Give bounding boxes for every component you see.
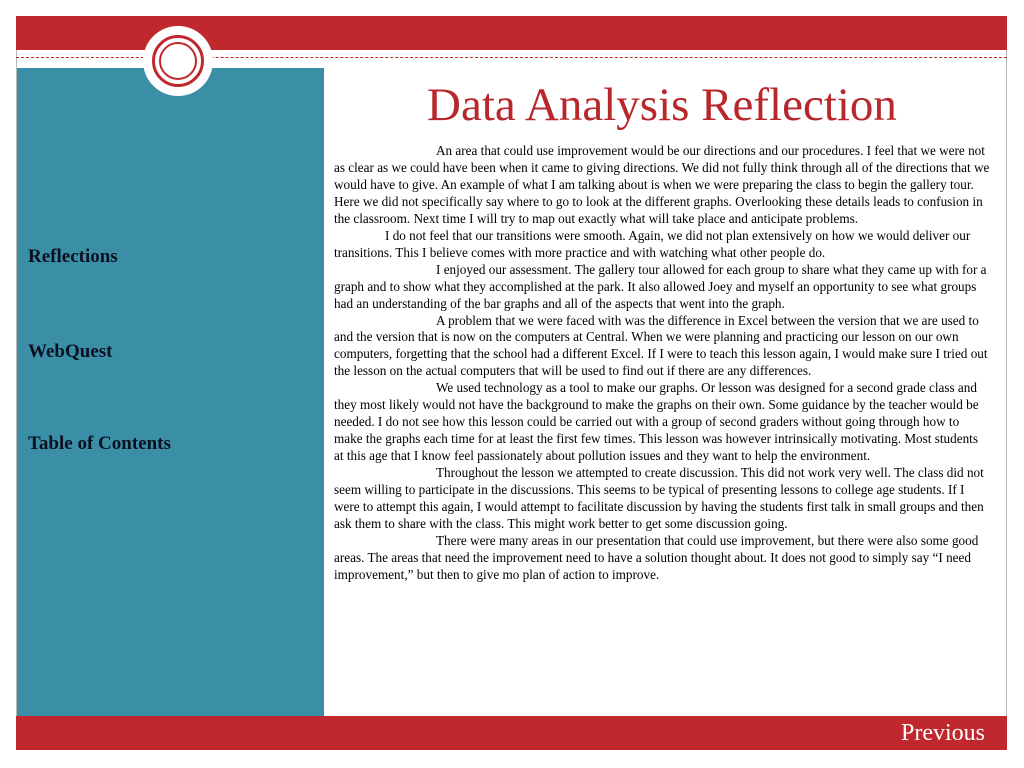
page-title: Data Analysis Reflection: [427, 79, 897, 131]
paragraph-directions: An area that could use improvement would be our directions and our procedures. I feel that we were not as clear as we could have been when it came to giving directions. We did not fully think through all of the directions that we would have to give. An example of what I am talking about is when we were preparing the class to begin the gallery tour. Here we did not specifically say where to go to look at the different graphs. Overlooking these details leads to confusion in the classroom. Next time I will try to map out exactly what will take place and anticipate problems.: [334, 143, 990, 226]
logo-inner-ring: [159, 42, 197, 80]
paragraph-technology: We used technology as a tool to make our graphs. Or lesson was designed for a second grade class and they most likely would not have the background to make the graphs on their own. Some guidance by the teacher would be needed. I do not see how this lesson could be carried out with a group of second graders without going through how to make the graphs each time for at least the first few times. This lesson was however intrinsically motivating. Most students at this age that I know feel passionately about pollution issues and they want to help the environment.: [334, 380, 979, 464]
circle-logo-icon: [143, 26, 213, 96]
reflection-text: [334, 143, 990, 584]
paragraph-conclusion: There were many areas in our presentation that could use improvement, but there were also some good areas. The areas that need the improvement need to have a solution thought about. It does not good to simply say “I need improvement,” but then to give mo plan of action to improve.: [334, 532, 979, 582]
paragraph-assessment: I enjoyed our assessment. The gallery tour allowed for each group to share what they came up with for a graph and to show what they accomplished at the park. It also allowed Joey and myself an opportunity to see what groups had an understanding of the bar graphs and all of the aspects that went into the graph.: [334, 261, 987, 311]
paragraph-excel: A problem that we were faced with was the difference in Excel between the version that we are used to and the version that is now on the computers at Central. When we were planning and practicing our lesson on our own computers, forgetting that the school had a different Excel. If I were to teach this lesson again, I would make sure I tried out the lesson on the actual computers that will be used to find out if there are any differences.: [334, 312, 988, 379]
nav-link-webquest[interactable]: WebQuest: [28, 341, 113, 362]
nav-link-reflections[interactable]: Reflections: [28, 246, 118, 267]
paragraph-discussion: Throughout the lesson we attempted to create discussion. This did not work very well. The class did not seem willing to participate in the discussions. This seems to be typical of presenting lessons to college age students. If I were to attempt this again, I would attempt to facilitate discussion by having the students first talk in small groups and then ask them to share with the class. This might work better to get some discussion going.: [334, 465, 984, 531]
paragraph-transitions: I do not feel that our transitions were smooth. Again, we did not plan extensively on how we would deliver our transitions. This I believe comes with more practice and with watching what other people do.: [334, 227, 971, 260]
sidebar: [17, 68, 324, 716]
nav-link-table-of-contents[interactable]: Table of Contents: [28, 433, 171, 454]
previous-link[interactable]: Previous: [901, 720, 985, 746]
bottom-banner: [16, 716, 1007, 750]
